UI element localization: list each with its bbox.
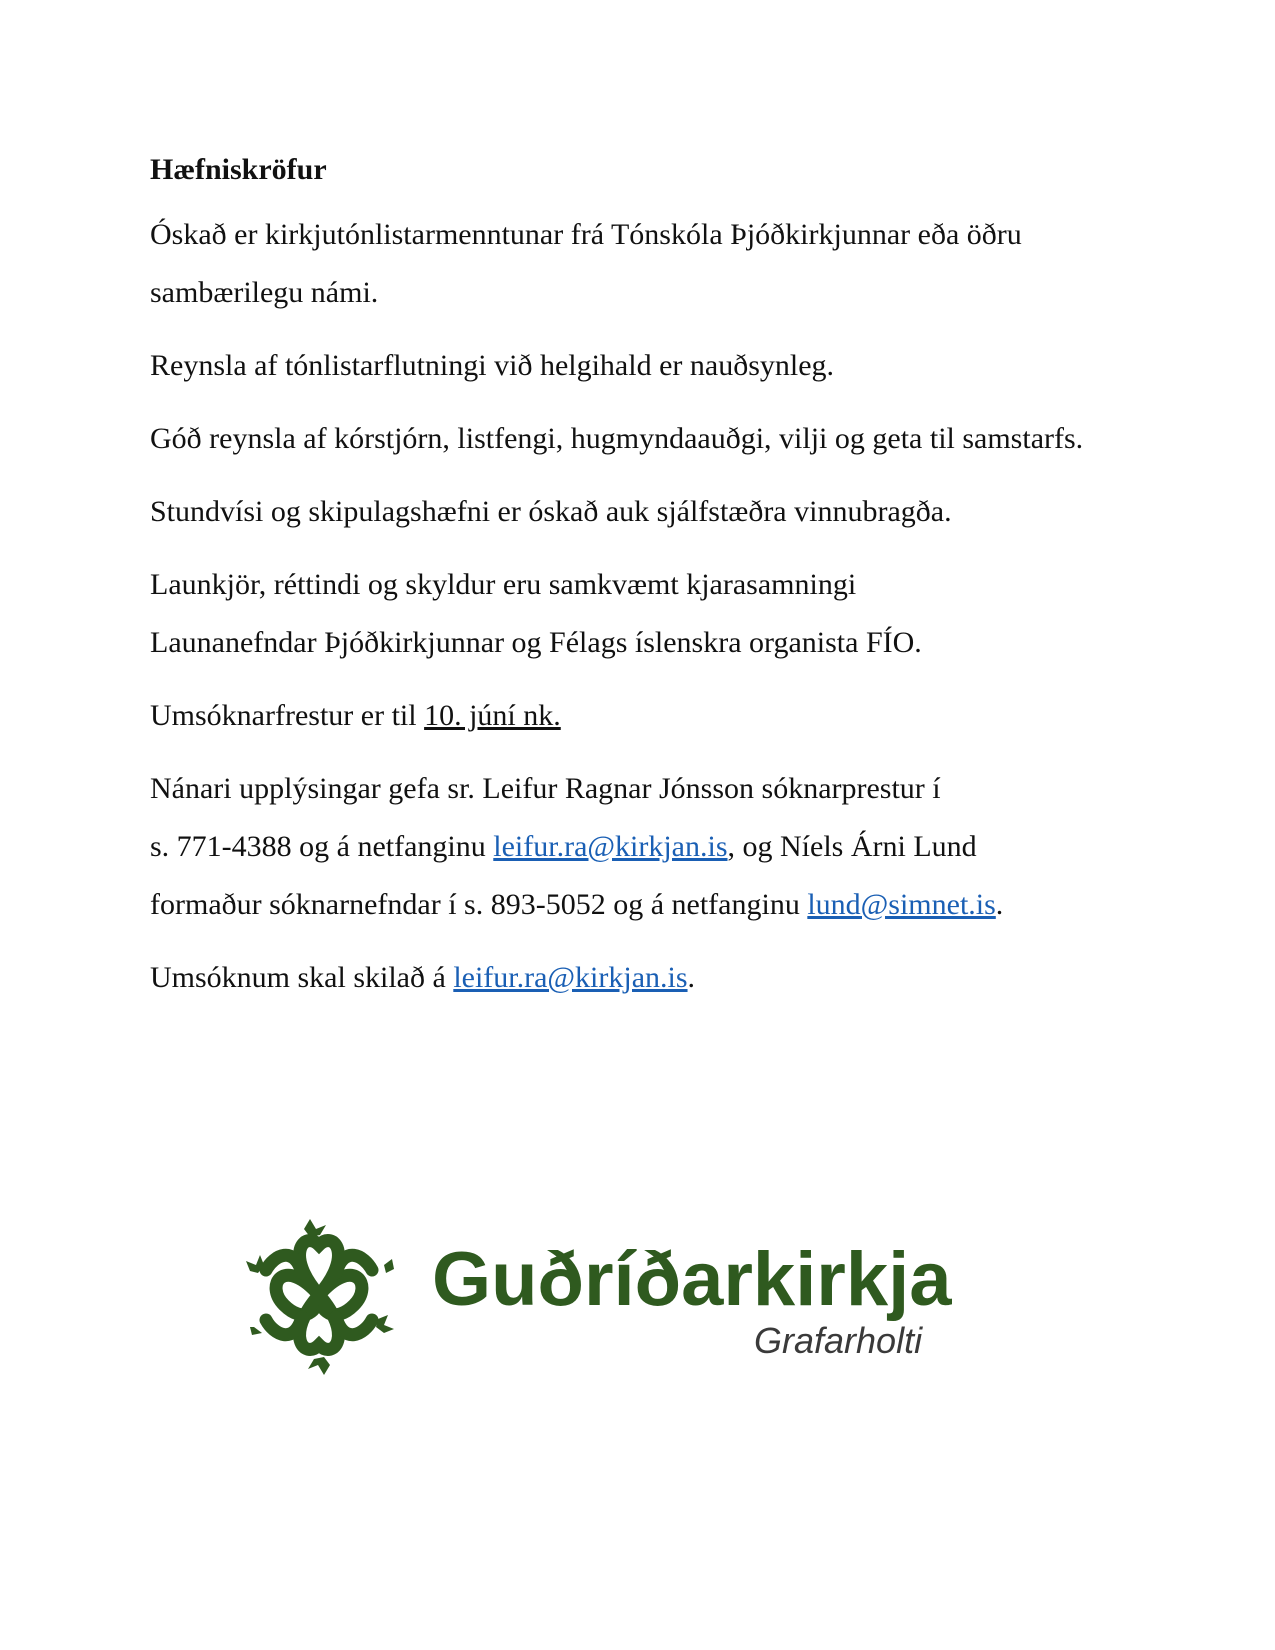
paragraph-education: Óskað er kirkjutónlistarmenntunar frá Tónskóla Þjóðkirkjunnar eða öðru sambærilegu námi.: [150, 218, 1022, 309]
contact-line-3-suffix: .: [995, 888, 1004, 921]
church-logo-graphic: [244, 1215, 1004, 1375]
submit-prefix: Umsóknum skal skilað á: [150, 961, 454, 994]
email-link-lund[interactable]: lund@simnet.is: [807, 888, 996, 921]
church-logo: [244, 1215, 1004, 1375]
paragraph-deadline: [150, 687, 1140, 745]
document-body: [150, 148, 1140, 1022]
section-heading: Hæfniskröfur: [150, 153, 327, 186]
paragraph-contact: [150, 760, 1140, 934]
email-link-leifur[interactable]: leifur.ra@kirkjan.is: [493, 830, 728, 863]
paragraph-experience: Reynsla af tónlistarflutningi við helgihald er nauðsynleg.: [150, 349, 835, 382]
submit-suffix: .: [687, 961, 696, 994]
paragraph-punctuality: Stundvísi og skipulagshæfni er óskað auk sjálfstæðra vinnubragða.: [150, 495, 952, 528]
church-location: Grafarholti: [754, 1320, 923, 1361]
contact-line-2-prefix: s. 771-4388 og á netfanginu: [150, 830, 494, 863]
paragraph-salary: [150, 556, 1140, 672]
contact-line-1: Nánari upplýsingar gefa sr. Leifur Ragnar Jónsson sóknarprestur í: [150, 772, 941, 805]
contact-line-2-suffix: , og Níels Árni Lund: [727, 830, 977, 863]
paragraph-submit: [150, 949, 1140, 1007]
deadline-prefix: Umsóknarfrestur er til: [150, 699, 425, 732]
paragraph-choir: Góð reynsla af kórstjórn, listfengi, hugmyndaauðgi, vilji og geta til samstarfs.: [150, 422, 1084, 455]
salary-line-2: Launanefndar Þjóðkirkjunnar og Félags íslenskra organista FÍO.: [150, 626, 922, 659]
celtic-knot-icon: [266, 1241, 372, 1350]
email-link-submit[interactable]: leifur.ra@kirkjan.is: [453, 961, 688, 994]
deadline-date: 10. júní nk.: [424, 699, 561, 732]
salary-line-1: Launkjör, réttindi og skyldur eru samkvæmt kjarasamningi: [150, 568, 857, 601]
contact-line-3-prefix: formaður sóknarnefndar í s. 893-5052 og á netfanginu: [150, 888, 808, 921]
church-name: Guðríðarkirkja: [432, 1237, 952, 1322]
